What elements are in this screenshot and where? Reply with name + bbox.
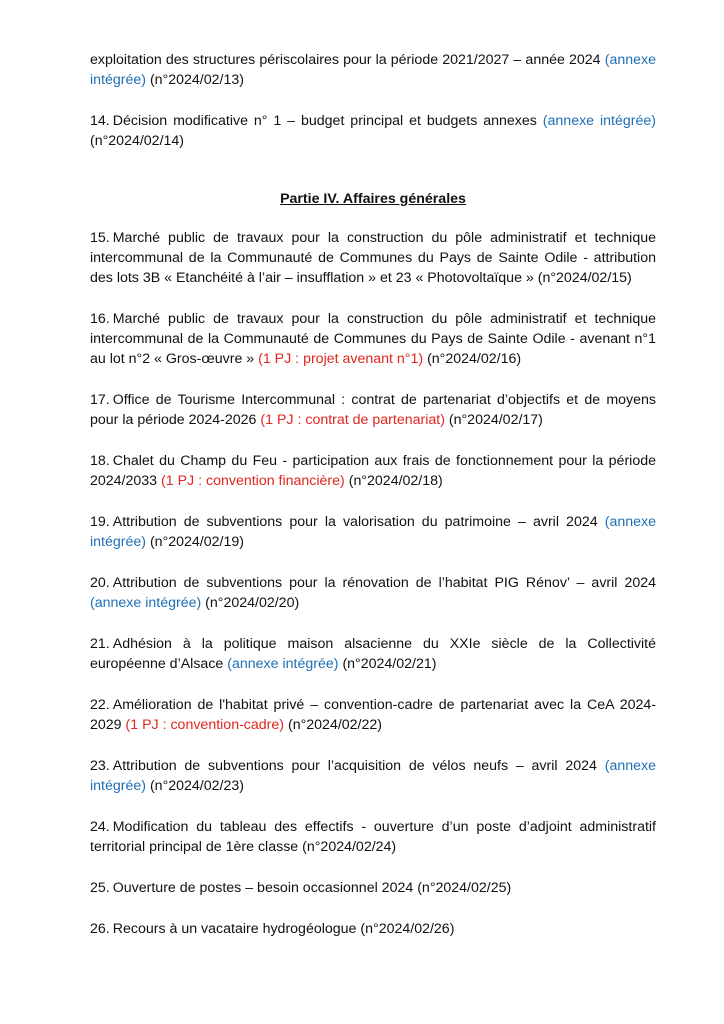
agenda-item <box>90 817 656 857</box>
agenda-item-title: exploitation des structures périscolaires pour la période 2021/2027 – année 2024 <box>90 52 601 68</box>
agenda-item-number: 21. <box>90 636 110 652</box>
agenda-item-title: Adhésion à la politique maison alsacienne du XXIe siècle de la Collectivité européenne d’Alsace <box>90 636 656 672</box>
agenda-item <box>90 919 656 939</box>
annex-note: (annexe intégrée) <box>90 758 656 794</box>
agenda-item-title: Office de Tourisme Intercommunal : contrat de partenariat d’objectifs et de moyens pour la période 2024-2026 <box>90 392 656 428</box>
annex-note: (annexe intégrée) <box>90 52 656 88</box>
attachment-note: (1 PJ : convention financière) <box>161 473 345 489</box>
agenda-item-title: Recours à un vacataire hydrogéologue <box>112 921 357 937</box>
agenda-item-number: 25. <box>90 880 110 896</box>
agenda-item-number: 24. <box>90 819 110 835</box>
agenda-item-title: Marché public de travaux pour la construction du pôle administratif et technique intercommunal de la Communauté de Communes du Pays de Sainte Odile - avenant n°1 au lot n°2 « Gros-œuvre » <box>90 311 656 367</box>
deliberation-reference: (n°2024/02/24) <box>302 839 397 855</box>
deliberation-reference: (n°2024/02/22) <box>287 717 383 733</box>
deliberation-reference: (n°2024/02/23) <box>149 778 244 794</box>
agenda-item <box>90 111 656 151</box>
agenda-item-title: Modification du tableau des effectifs - ouverture d’un poste d’adjoint administratif territorial principal de 1ère classe <box>90 819 656 855</box>
deliberation-reference: (n°2024/02/19) <box>149 534 244 550</box>
agenda-item <box>90 878 656 898</box>
agenda-item-title: Décision modificative n° 1 – budget principal et budgets annexes <box>112 113 537 129</box>
section-heading: Partie IV. Affaires générales <box>280 191 466 207</box>
annex-note: (annexe intégrée) <box>227 656 339 672</box>
agenda-item <box>90 50 656 90</box>
deliberation-reference: (n°2024/02/20) <box>205 595 300 611</box>
deliberation-reference: (n°2024/02/14) <box>90 133 185 149</box>
agenda-item-title: Marché public de travaux pour la construction du pôle administratif et technique intercommunal de la Communauté de Communes du Pays de Sainte Odile - attribution des lots 3B « Etanchéité à l’air – insufflation » et 23 « Photovoltaïque » <box>90 230 656 286</box>
agenda-item <box>90 756 656 796</box>
attachment-note: (1 PJ : contrat de partenariat) <box>260 412 445 428</box>
agenda-item-number: 18. <box>90 453 110 469</box>
deliberation-reference: (n°2024/02/21) <box>342 656 437 672</box>
agenda-list-part-iv <box>90 228 656 939</box>
agenda-item-number: 20. <box>90 575 110 591</box>
agenda-item <box>90 695 656 735</box>
deliberation-reference: (n°2024/02/26) <box>360 921 455 937</box>
agenda-item <box>90 451 656 491</box>
deliberation-reference: (n°2024/02/25) <box>417 880 512 896</box>
agenda-item-title: Attribution de subventions pour la rénovation de l’habitat PIG Rénov’ – avril 2024 <box>112 575 656 591</box>
agenda-item-title: Amélioration de l'habitat privé – convention-cadre de partenariat avec la CeA 2024-2029 <box>90 697 656 733</box>
agenda-item-title: Chalet du Champ du Feu - participation aux frais de fonctionnement pour la période 2024/2033 <box>90 453 656 489</box>
attachment-note: (1 PJ : projet avenant n°1) <box>258 351 424 367</box>
deliberation-reference: (n°2024/02/15) <box>537 270 632 286</box>
agenda-item-number: 23. <box>90 758 110 774</box>
annex-note: (annexe intégrée) <box>90 514 656 550</box>
agenda-item <box>90 573 656 613</box>
agenda-item-title: Attribution de subventions pour la valorisation du patrimoine – avril 2024 <box>112 514 598 530</box>
deliberation-reference: (n°2024/02/17) <box>448 412 543 428</box>
agenda-item-number: 22. <box>90 697 110 713</box>
deliberation-reference: (n°2024/02/16) <box>427 351 522 367</box>
agenda-item <box>90 309 656 369</box>
agenda-item-title: Attribution de subventions pour l’acquisition de vélos neufs – avril 2024 <box>112 758 597 774</box>
attachment-note: (1 PJ : convention-cadre) <box>125 717 285 733</box>
agenda-item-number: 17. <box>90 392 110 408</box>
agenda-item-number: 16. <box>90 311 110 327</box>
agenda-list-part-iii <box>90 50 656 151</box>
agenda-item-number: 19. <box>90 514 110 530</box>
annex-note: (annexe intégrée) <box>542 113 656 129</box>
deliberation-reference: (n°2024/02/13) <box>149 72 244 88</box>
annex-note: (annexe intégrée) <box>90 595 202 611</box>
agenda-item-number: 26. <box>90 921 110 937</box>
agenda-item-title: Ouverture de postes – besoin occasionnel 2024 <box>112 880 414 896</box>
agenda-item-number: 15. <box>90 230 110 246</box>
deliberation-reference: (n°2024/02/18) <box>348 473 443 489</box>
agenda-item <box>90 228 656 288</box>
agenda-item <box>90 634 656 674</box>
agenda-item-number: 14. <box>90 113 110 129</box>
agenda-item <box>90 512 656 552</box>
agenda-item <box>90 390 656 430</box>
